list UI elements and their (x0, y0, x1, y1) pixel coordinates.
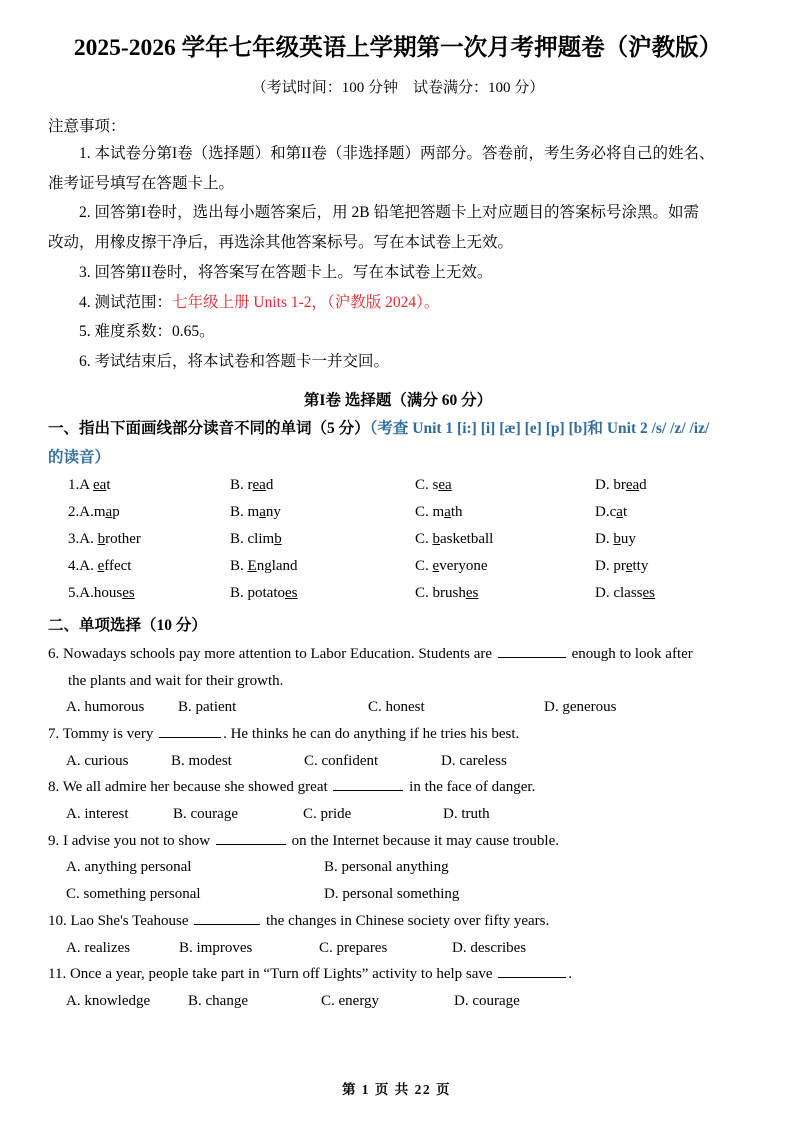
notice-item-4-label: 4. 测试范围： (79, 293, 173, 311)
option-label: A. (79, 557, 98, 574)
option-c[interactable]: C. confident (304, 752, 379, 769)
option-a[interactable]: A. knowledge (66, 992, 151, 1009)
question-7-options (48, 748, 748, 775)
phonetics-option-c[interactable] (415, 532, 595, 547)
option-post: veryone (439, 557, 488, 574)
option-post: uy (620, 530, 636, 547)
question-8-options (48, 801, 748, 828)
option-post: d (639, 476, 647, 493)
option-c[interactable]: C. honest (368, 699, 425, 716)
stem-text-before-blank: 7. Tommy is very (48, 726, 158, 743)
option-d[interactable]: D. truth (443, 806, 490, 823)
option-underlined: es (122, 584, 135, 601)
option-label: C. (415, 530, 433, 547)
option-label: A. (79, 503, 94, 520)
option-underlined: b (274, 530, 282, 547)
option-d[interactable]: D. describes (452, 939, 527, 956)
notice-item-1-line-2: 准考证号填写在答题卡上。 (48, 174, 235, 192)
option-post: ny (265, 503, 281, 520)
option-b[interactable]: B. personal anything (324, 859, 449, 876)
option-c[interactable]: C. prepares (319, 939, 388, 956)
notice-item-4-value: 七年级上册 Units 1-2，（沪教版 2024）。 (172, 293, 440, 311)
option-pre: clim (247, 530, 275, 547)
option-underlined: b (613, 530, 621, 547)
question-10-stem (48, 908, 748, 935)
option-label: B. (230, 503, 248, 520)
phonetics-option-c[interactable] (415, 559, 595, 574)
option-label: A. (79, 530, 98, 547)
answer-blank[interactable] (159, 723, 221, 738)
phonetics-option-a[interactable] (48, 586, 230, 601)
stem-text-before-blank: 9. I advise you not to show (48, 832, 214, 849)
option-label: B. (230, 557, 248, 574)
option-underlined: b (432, 530, 441, 547)
page-title: 2025-2026 学年七年级英语上学期第一次月考押题卷（沪教版） (73, 35, 723, 61)
option-underlined: e (625, 557, 633, 574)
row-number: 3. (68, 530, 80, 547)
question-8-stem (48, 774, 748, 801)
option-pre: potato (247, 584, 286, 601)
row-number: 4. (68, 557, 80, 574)
option-post: tty (632, 557, 649, 574)
stem-text-after-blank: on the Internet because it may cause trouble. (287, 832, 559, 849)
option-label: B. (230, 530, 248, 547)
option-post: ffect (104, 557, 132, 574)
option-underlined: b (97, 530, 106, 547)
option-pre: r (247, 476, 253, 493)
phonetics-option-a[interactable] (48, 532, 230, 547)
option-pre: pr (613, 557, 626, 574)
option-label: D. (595, 530, 614, 547)
section-1-heading-note-line-1: （考查 Unit 1 [i:] [i] [æ] [e] [p] [b]和 Unit 2 /s/ /z/ /iz/ (369, 420, 710, 438)
notice-item-4 (48, 288, 748, 318)
option-underlined: es (465, 584, 479, 601)
option-underlined: a (444, 503, 451, 520)
option-post: t (622, 503, 628, 520)
stem-text-after-blank: enough to look after (567, 645, 693, 662)
option-post: rother (105, 530, 141, 547)
exam-meta-line: （考试时间：100 分钟 试卷满分：100 分） (251, 80, 545, 97)
option-c[interactable]: C. pride (303, 806, 352, 823)
option-label: D. (595, 503, 610, 520)
option-label: B. (230, 584, 248, 601)
option-c[interactable]: C. energy (321, 992, 380, 1009)
option-post: t (106, 476, 111, 493)
stem-text-after-blank: in the face of danger. (405, 779, 536, 796)
option-underlined: E (247, 557, 257, 574)
option-label: B. (230, 476, 248, 493)
stem-text-before-blank: 11. Once a year, people take part in “Turn off Lights” activity to help save (48, 966, 497, 983)
stem-text-after-blank: . He thinks he can do anything if he tries his best. (223, 726, 520, 743)
option-post: th (450, 503, 463, 520)
option-d[interactable]: D. careless (441, 752, 507, 769)
question-7-stem (48, 721, 748, 748)
option-pre: brush (432, 584, 466, 601)
option-underlined: ea (438, 476, 452, 493)
option-b[interactable]: B. change (188, 992, 248, 1009)
answer-blank[interactable] (216, 830, 286, 845)
option-pre: hous (93, 584, 123, 601)
option-d[interactable]: D. personal something (324, 886, 460, 903)
phonetics-option-a[interactable] (48, 505, 230, 520)
phonetics-option-d[interactable] (595, 478, 735, 493)
question-11-options (48, 988, 748, 1015)
notice-item-2-line-2: 改动，用橡皮擦干净后，再选涂其他答案标号。写在本试卷上无效。 (48, 234, 514, 252)
section-1-heading (48, 415, 748, 443)
question-6-stem (48, 641, 748, 668)
option-a[interactable]: A. anything personal (66, 859, 192, 876)
option-underlined: es (642, 584, 656, 601)
option-pre: m (93, 503, 106, 520)
phonetics-list (48, 472, 748, 607)
option-a[interactable]: A. humorous (66, 699, 145, 716)
option-underlined: es (285, 584, 298, 601)
option-d[interactable]: D. generous (544, 699, 617, 716)
option-label: D. (595, 584, 614, 601)
phonetics-option-d[interactable] (595, 532, 735, 547)
phonetics-row (48, 499, 748, 526)
option-label: A. (79, 584, 94, 601)
option-label: C. (415, 557, 433, 574)
option-underlined: a (616, 503, 623, 520)
question-9-options-row-2 (48, 881, 748, 908)
phonetics-option-b[interactable] (230, 559, 415, 574)
phonetics-option-c[interactable] (415, 505, 595, 520)
notice-item-1-line-1: 1. 本试卷分第I卷（选择题）和第II卷（非选择题）两部分。答卷前，考生务必将自己的姓名、 (79, 144, 715, 162)
stem-text-before-blank: 8. We all admire her because she showed great (48, 779, 332, 796)
option-a[interactable]: A. interest (66, 806, 129, 823)
option-post: d (265, 476, 274, 493)
answer-blank[interactable] (194, 910, 260, 925)
option-b[interactable]: B. courage (173, 806, 238, 823)
notice-item-5: 5. 难度系数：0.65。 (79, 323, 215, 341)
option-label: D. (595, 476, 614, 493)
question-6-options (48, 694, 748, 721)
option-b[interactable]: B. improves (179, 939, 253, 956)
phonetics-option-b[interactable] (230, 532, 415, 547)
answer-blank[interactable] (498, 643, 566, 658)
phonetics-option-b[interactable] (230, 505, 415, 520)
option-pre: s (432, 476, 439, 493)
option-pre: br (613, 476, 626, 493)
question-9-stem (48, 828, 748, 855)
phonetics-option-d[interactable] (595, 505, 735, 520)
option-label: D. (595, 557, 614, 574)
option-pre: m (247, 503, 260, 520)
notice-item-2-line-1: 2. 回答第I卷时，选出每小题答案后，用 2B 铅笔把答题卡上对应题目的答案标号涂黑。如需 (79, 204, 700, 222)
phonetics-option-a[interactable] (48, 478, 230, 493)
row-number: 1. (68, 476, 80, 493)
option-pre: class (613, 584, 643, 601)
question-10-options (48, 935, 748, 962)
option-underlined: a (259, 503, 266, 520)
notice-item-6: 6. 考试结束后，将本试卷和答题卡一并交回。 (79, 353, 390, 371)
option-underlined: e (97, 557, 105, 574)
section-2-heading: 二、单项选择（10 分） (48, 616, 207, 634)
notice-heading: 注意事项： (48, 117, 126, 135)
option-pre: m (432, 503, 445, 520)
option-b[interactable]: B. patient (178, 699, 237, 716)
part-1-heading: 第I卷 选择题（满分 60 分） (303, 391, 493, 409)
phonetics-option-d[interactable] (595, 586, 735, 601)
option-label: C. (415, 476, 433, 493)
option-post: p (112, 503, 120, 520)
phonetics-option-b[interactable] (230, 478, 415, 493)
phonetics-option-c[interactable] (415, 586, 595, 601)
stem-text-after-blank: . (568, 966, 573, 983)
option-post: ngland (256, 557, 298, 574)
option-underlined: ea (625, 476, 640, 493)
option-a[interactable]: A. curious (66, 752, 129, 769)
question-11-stem (48, 961, 748, 988)
option-label: A (79, 476, 94, 493)
option-underlined: ea (252, 476, 266, 493)
row-number: 2. (68, 503, 80, 520)
phonetics-row (48, 580, 748, 607)
option-b[interactable]: B. modest (171, 752, 232, 769)
section-1-heading-main: 一、指出下面画线部分读音不同的单词（5 分） (48, 420, 370, 438)
option-underlined: e (432, 557, 440, 574)
phonetics-row (48, 472, 748, 499)
option-underlined: ea (93, 476, 107, 493)
question-6-stem-cont: the plants and wait for their growth. (68, 672, 284, 689)
answer-blank[interactable] (333, 776, 403, 791)
row-number: 5. (68, 584, 80, 601)
section-1-heading-note-line-2: 的读音） (48, 448, 111, 466)
phonetics-row (48, 553, 748, 580)
question-9-options-row-1 (48, 854, 748, 881)
phonetics-option-a[interactable] (48, 559, 230, 574)
phonetics-row (48, 526, 748, 553)
notice-item-3: 3. 回答第II卷时，将答案写在答题卡上。写在本试卷上无效。 (79, 263, 493, 281)
answer-blank[interactable] (498, 963, 566, 978)
option-d[interactable]: D. courage (454, 992, 520, 1009)
stem-text-before-blank: 6. Nowadays schools pay more attention to Labor Education. Students are (48, 645, 496, 662)
stem-text-after-blank: the changes in Chinese society over fifty years. (262, 912, 550, 929)
option-post: asketball (440, 530, 494, 547)
option-pre: c (609, 503, 617, 520)
page-footer: 第 1 页 共 22 页 (341, 1082, 452, 1097)
option-c[interactable]: C. something personal (66, 886, 201, 903)
stem-text-before-blank: 10. Lao She's Teahouse (48, 912, 193, 929)
option-underlined: a (105, 503, 113, 520)
phonetics-option-d[interactable] (595, 559, 735, 574)
option-label: C. (415, 503, 433, 520)
phonetics-option-c[interactable] (415, 478, 595, 493)
phonetics-option-b[interactable] (230, 586, 415, 601)
option-label: C. (415, 584, 433, 601)
option-a[interactable]: A. realizes (66, 939, 131, 956)
